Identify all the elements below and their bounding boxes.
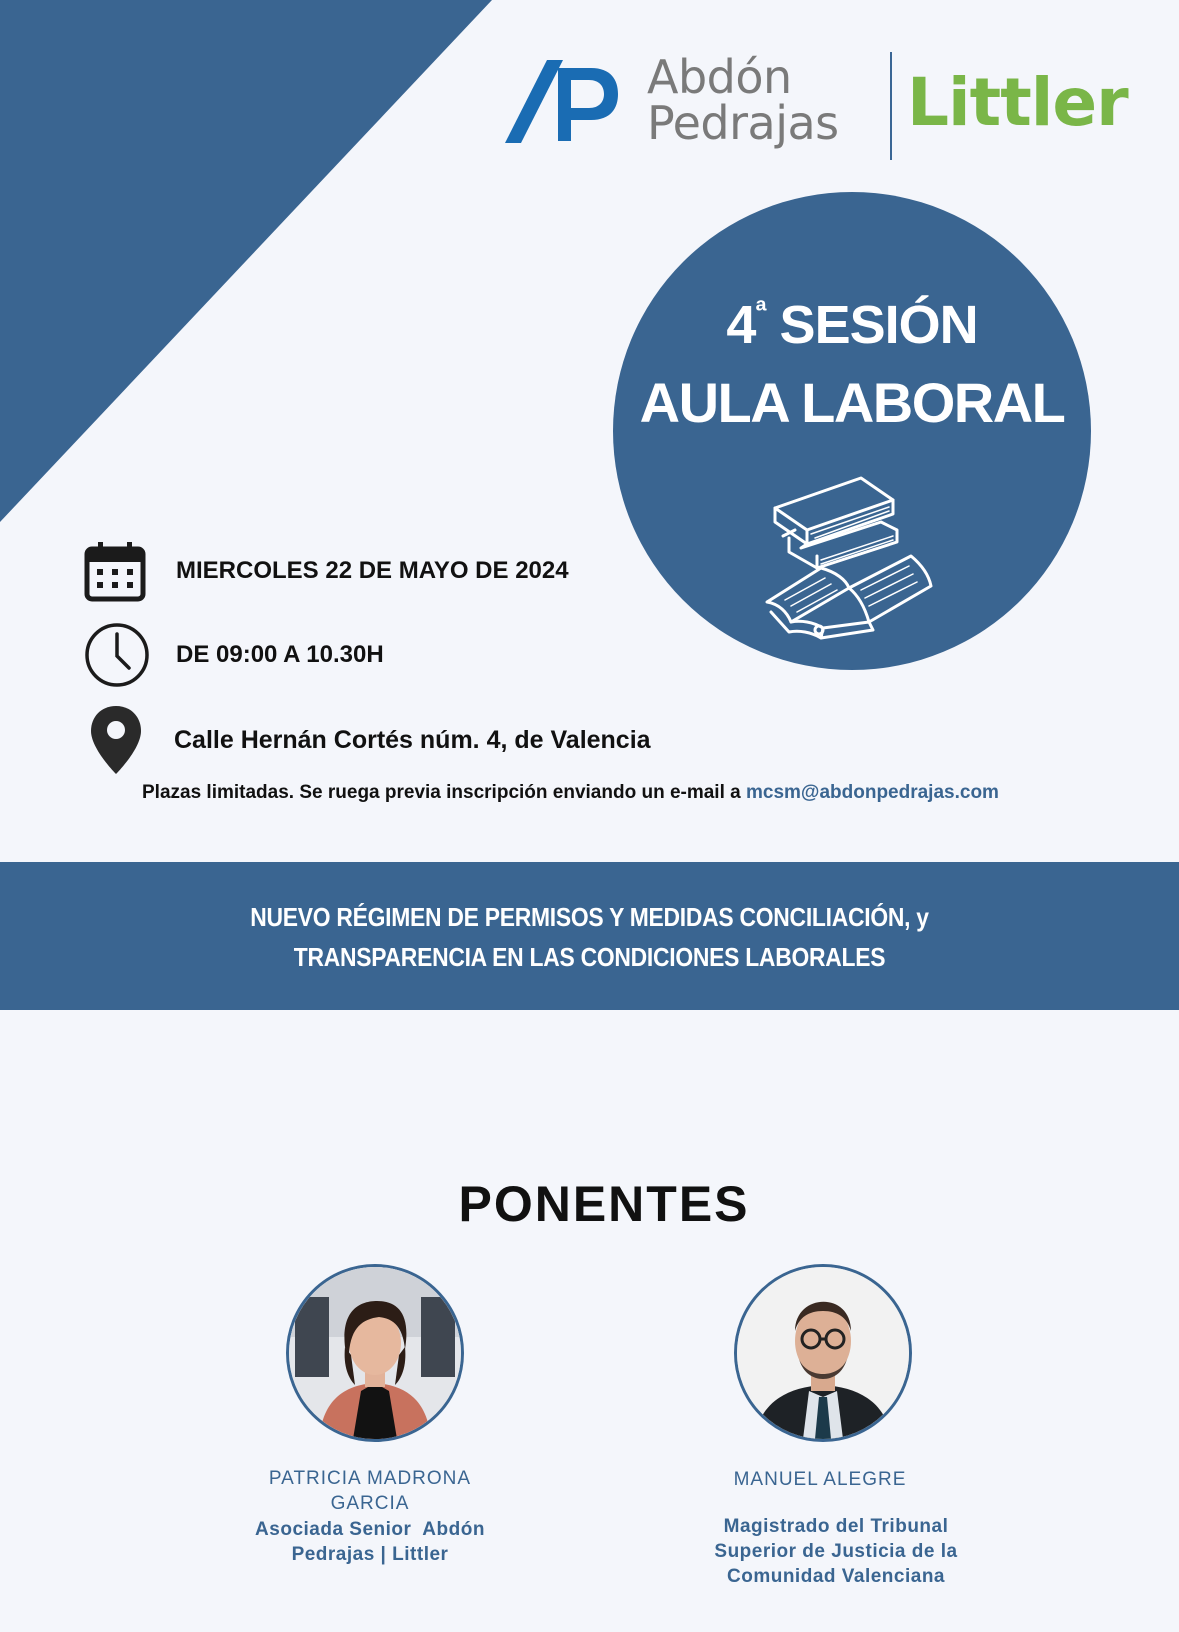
speaker-role-line1: Asociada Senior Abdón (255, 1519, 485, 1540)
registration-note (142, 782, 999, 804)
firm-name-line1: Abdón (647, 50, 792, 104)
speaker-photo-manuel (734, 1264, 912, 1442)
topic-line-2: TRANSPARENCIA EN LAS CONDICIONES LABORALES (293, 942, 886, 972)
speaker-name-patricia (220, 1466, 520, 1516)
speaker-name-line1: MANUEL ALEGRE (733, 1469, 907, 1490)
brand-logo (505, 50, 1128, 165)
firm-name-line2: Pedrajas (647, 96, 839, 150)
speaker-role-line2: Superior de Justicia de la (714, 1541, 958, 1562)
speaker-name-line2: GARCIA (330, 1493, 410, 1514)
session-ordinal: ª (755, 295, 766, 328)
speaker-photo-patricia (286, 1264, 464, 1442)
books-icon (761, 472, 941, 642)
speaker-role-manuel (686, 1514, 986, 1589)
littler-wordmark: Littler (907, 64, 1128, 141)
speaker-role-patricia (220, 1517, 520, 1567)
registration-email-link[interactable]: mcsm@abdonpedrajas.com (746, 782, 999, 803)
speaker-role-line1: Magistrado del Tribunal (723, 1516, 949, 1537)
session-number: 4 (726, 295, 756, 355)
map-pin-icon (88, 704, 144, 776)
topic-line-1: NUEVO RÉGIMEN DE PERMISOS Y MEDIDAS CONCILIACIÓN, y (250, 902, 929, 932)
event-time: DE 09:00 A 10.30H (176, 641, 384, 668)
event-time-row (84, 622, 384, 688)
calendar-icon (84, 540, 146, 602)
event-location-row (88, 704, 651, 776)
registration-note-text: Plazas limitadas. Se ruega previa inscripción enviando un e-mail a (142, 782, 746, 803)
session-badge (613, 192, 1091, 670)
speaker-role-line2: Pedrajas | Littler (291, 1544, 449, 1565)
session-label: SESIÓN (765, 295, 978, 355)
speaker-role-line3: Comunidad Valenciana (727, 1566, 945, 1587)
speaker-name-manuel (670, 1467, 970, 1492)
speaker-portrait (737, 1267, 909, 1439)
event-date: MIERCOLES 22 DE MAYO DE 2024 (176, 557, 569, 584)
speaker-portrait (289, 1267, 461, 1439)
logo-divider (890, 52, 892, 160)
clock-icon (84, 622, 150, 688)
ap-monogram-logo (505, 58, 623, 146)
session-title: AULA LABORAL (639, 371, 1065, 434)
session-number-title (613, 294, 1091, 356)
topic-banner (0, 862, 1179, 1010)
event-location: Calle Hernán Cortés núm. 4, de Valencia (174, 725, 651, 754)
speakers-heading: PONENTES (458, 1176, 750, 1232)
firm-name (647, 50, 839, 150)
speaker-name-line1: PATRICIA MADRONA (268, 1468, 472, 1489)
event-date-row (84, 540, 569, 602)
